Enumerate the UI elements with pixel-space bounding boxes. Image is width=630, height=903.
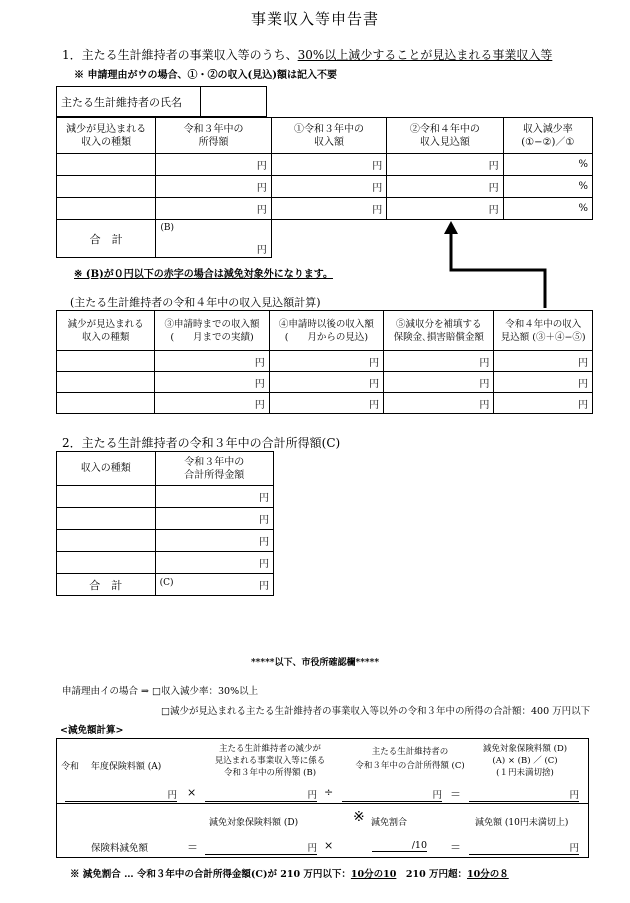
section1-heading-underlined: 30%以上減少することが見込まれる事業収入等 [297,48,553,62]
col-until-application: ③申請時までの収入額 ( 月までの実績) [155,311,269,351]
total-c-label: (C) [159,578,174,588]
amount-cell[interactable]: 円 [155,486,273,508]
amount-cell[interactable]: 円 [387,176,503,198]
table-row [57,530,274,552]
ratio-mark: ※ [353,809,365,825]
col-r3-income: 令和３年中の 所得額 [156,118,271,154]
footnote-mid: 210 万円超： [396,869,468,880]
calc-divider [57,803,588,804]
col-r4-forecast: 令和４年中の収入 見込額 (③＋④−⑤) [494,311,593,351]
table-row [57,486,274,508]
rate-cell[interactable]: % [503,154,592,176]
calc-label: <減免額計算> [60,725,124,736]
field-c[interactable]: 円 [342,787,442,802]
income-type-input[interactable] [57,393,155,414]
section1-note: ※ 申請理由がウの場合、①・②の収入(見込)額は記入不要 [74,70,337,81]
field-a[interactable]: 円 [65,787,177,802]
field-b[interactable]: 円 [205,787,317,802]
amount-cell[interactable]: 円 [271,176,386,198]
row2-label: 保険料減免額 [91,843,149,854]
calc-label-b: 主たる生計維持者の減少が 見込まれる事業収入等に係る 令和３年中の所得額 (B) [214,744,326,778]
table-header-row [57,311,593,351]
amount-cell[interactable]: 円 [271,198,386,220]
amount-cell[interactable]: 円 [387,198,503,220]
table-row [57,393,593,414]
amount-cell[interactable]: 円 [387,154,503,176]
rate-cell[interactable]: % [503,176,592,198]
total-label: 合 計 [57,574,156,596]
deficit-warning: ※ (B)が０円以下の赤字の場合は減免対象外になります。 [74,269,333,280]
col-compensation: ⑤減収分を補填する 保険金､損害賠償金額 [384,311,494,351]
field-gen[interactable]: 円 [469,840,579,855]
income-type-input[interactable] [57,552,156,574]
amount-cell[interactable]: 円 [269,393,383,414]
col-decrease-rate: 収入減少率 (①−②)／① [503,118,592,154]
amount-cell[interactable]: 円 [156,154,271,176]
amount-cell[interactable]: 円 [494,372,593,393]
row2-label-ratio: 減免割合 [371,818,408,828]
reason-line: 申請理由イの場合 ⇒ □収入減少率：30%以上 [62,686,259,697]
total-c-cell[interactable] [155,574,273,596]
office-banner: *****以下、市役所確認欄***** [250,658,380,668]
field-d[interactable]: 円 [469,787,579,802]
forecast-caption: (主たる生計維持者の令和４年中の収入見込額計算) [70,296,321,309]
footnote-a: 10分の10 [350,869,397,880]
arrow-head-icon [444,221,458,234]
amount-cell[interactable]: 円 [271,154,386,176]
amount-cell[interactable]: 円 [155,393,269,414]
footnote-pre: ※ 減免割合 … 令和３年中の合計所得金額(C)が 210 万円以下： [70,869,351,880]
divide-sign: ÷ [324,786,334,799]
amount-cell[interactable]: 円 [156,176,271,198]
amount-cell[interactable]: 円 [155,552,273,574]
equals-sign: ＝ [187,841,198,854]
calc-label-d: 減免対象保険料額 (D) (A) × (B) ／ (C) (１円未満切捨) [482,744,568,778]
rate-cell[interactable]: % [503,198,592,220]
equals-sign: ＝ [450,841,461,854]
col-income-type: 減少が見込まれる 収入の種類 [57,118,156,154]
amount-cell[interactable]: 円 [384,372,494,393]
calc-label-c: 主たる生計維持者の 令和３年中の合計所得額 (C) [355,747,465,771]
col-income-type: 減少が見込まれる 収入の種類 [57,311,155,351]
col-total-income: 令和３年中の 合計所得金額 [155,452,273,486]
times-sign: × [187,786,197,799]
reason-line-2: □減少が見込まれる主たる生計維持者の事業収入等以外の令和３年中の所得の合計額：400 万円以下 [161,706,591,717]
col-r4-revenue-forecast: ②令和４年中の 収入見込額 [387,118,503,154]
amount-cell[interactable]: 円 [155,530,273,552]
total-b-label: (B) [160,223,174,233]
total-income-table [56,451,274,596]
row2-label-d: 減免対象保険料額 (D) [209,818,299,828]
equals-sign: ＝ [450,788,461,801]
table-row [57,508,274,530]
section2-heading: 2．主たる生計維持者の令和３年中の合計所得額(C) [62,436,341,450]
amount-cell[interactable]: 円 [384,393,494,414]
footnote [70,866,509,880]
name-label: 主たる生計維持者の氏名 [57,87,201,117]
table-row [57,351,593,372]
forecast-table [56,310,593,414]
field-d2[interactable]: 円 [205,840,317,855]
calc-box [56,738,589,858]
field-ratio[interactable]: /10 [372,840,427,852]
amount-cell[interactable]: 円 [269,372,383,393]
row2-label-gen: 減免額 (10円未満切上) [475,818,569,828]
col-r3-revenue: ①令和３年中の 収入額 [271,118,386,154]
amount-cell[interactable]: 円 [269,351,383,372]
table-row [57,372,593,393]
amount-cell[interactable]: 円 [155,351,269,372]
amount-cell[interactable]: 円 [155,372,269,393]
times-sign: × [324,839,334,852]
income-type-input[interactable] [57,372,155,393]
total-row [57,574,274,596]
table-header-row [57,452,274,486]
income-type-input[interactable] [57,508,156,530]
table-row [57,552,274,574]
amount-cell[interactable]: 円 [494,351,593,372]
arrow-line [451,232,545,308]
income-type-input[interactable] [57,351,155,372]
total-c-yen: 円 [259,581,269,592]
footnote-b: 10分の８ [467,869,509,880]
page-title: 事業収入等申告書 [250,10,379,28]
amount-cell[interactable]: 円 [494,393,593,414]
section1-heading-pre: 1．主たる生計維持者の事業収入等のうち、 [62,48,298,62]
income-type-input[interactable] [57,486,156,508]
arrow-connector [0,0,630,320]
col-after-application: ④申請時以後の収入額 ( 月からの見込) [269,311,383,351]
amount-cell[interactable]: 円 [155,508,273,530]
income-type-input[interactable] [57,530,156,552]
total-label: 合 計 [57,220,156,258]
amount-cell[interactable]: 円 [156,198,271,220]
total-b-yen: 円 [256,245,267,256]
amount-cell[interactable]: 円 [384,351,494,372]
calc-label-a: 令和 年度保険料額 (A) [61,762,162,772]
col-income-type: 収入の種類 [57,452,156,486]
